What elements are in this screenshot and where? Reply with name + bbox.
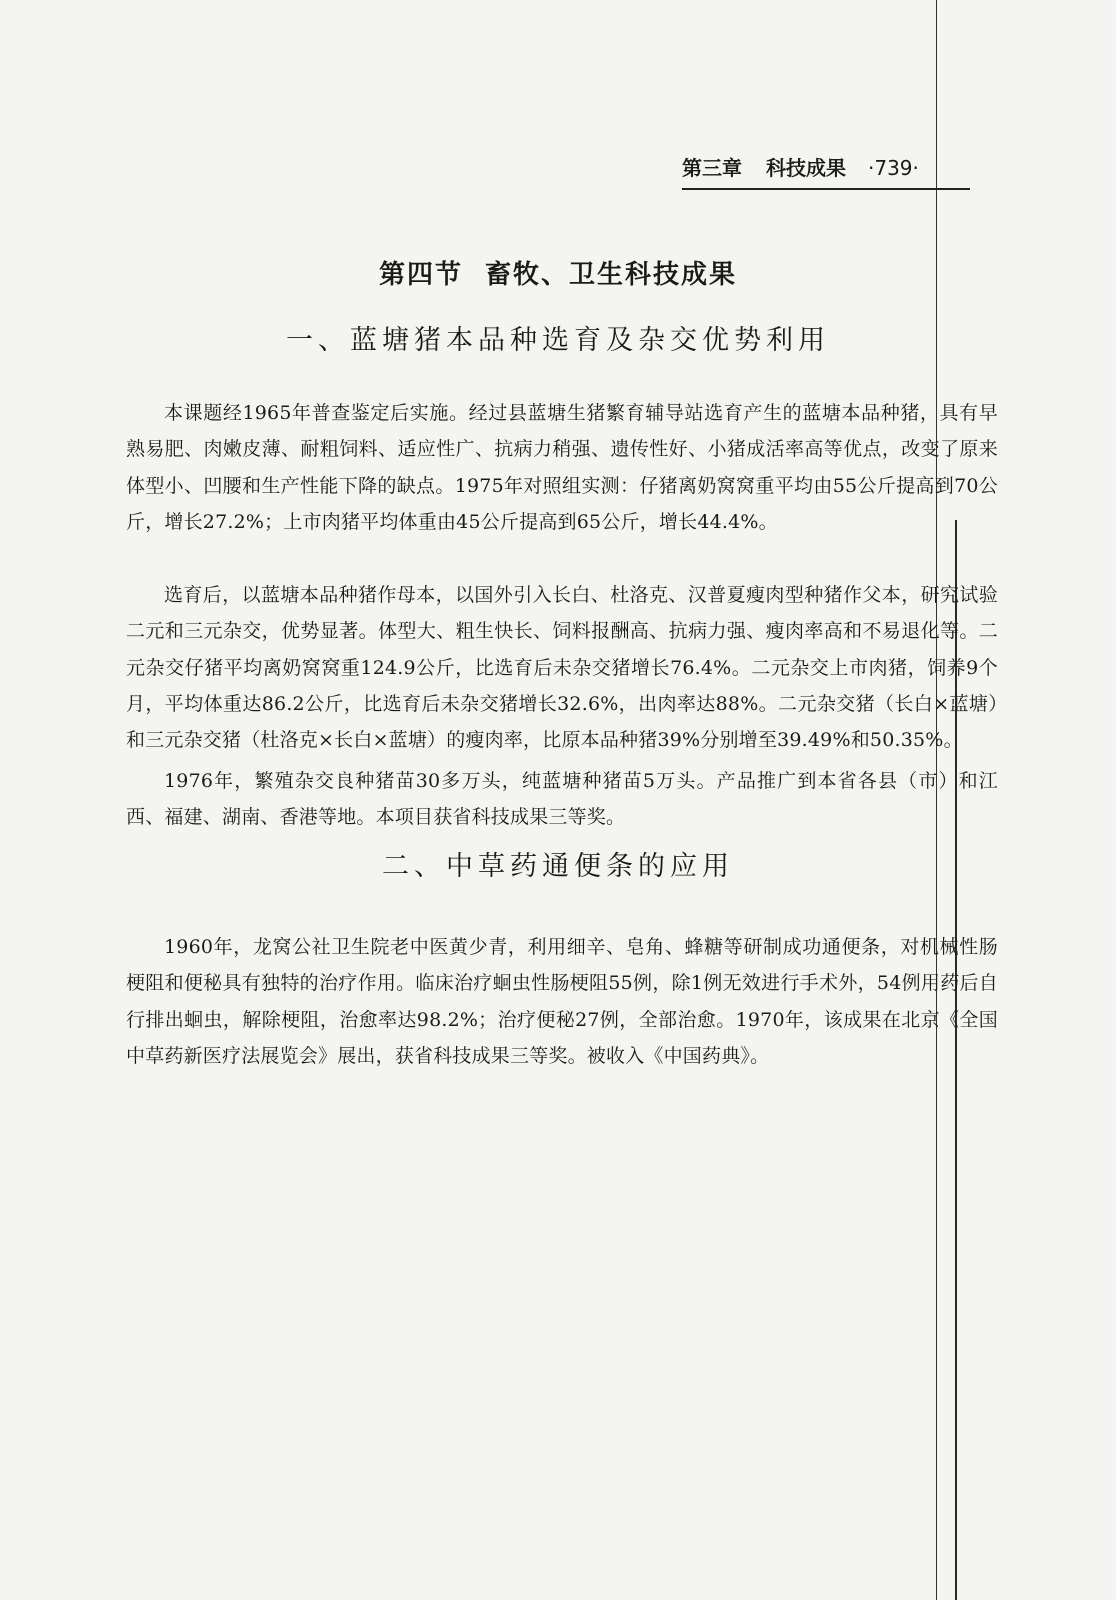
chapter-topic: 科技成果 <box>766 156 846 180</box>
chapter-label: 第三章 <box>682 156 742 180</box>
topic-heading-herbal-laxative: 二、中草药通便条的应用 <box>382 851 734 882</box>
running-header <box>682 152 970 188</box>
topic-heading-pig-breeding: 一、蓝塘猪本品种选育及杂交优势利用 <box>286 325 830 356</box>
paragraph-crossbreeding: 选育后，以蓝塘本品种猪作母本，以国外引入长白、杜洛克、汉普夏瘦肉型种猪作父本，研究试验二元和三元杂交，优势显著。体型大、粗生快长、饲料报酬高、抗病力强、瘦肉率高和不易退化等。二元杂交仔猪平均离奶窝窝重124.9公斤，比选育后未杂交猪增长76.4%。二元杂交上市肉猪，饲养9个月，平均体重达86.2公斤，比选育后未杂交猪增长32.6%，出肉率达88%。二元杂交猪（长白×蓝塘）和三元杂交猪（杜洛克×长白×蓝塘）的瘦肉率，比原本品种猪39%分别增至39.49%和50.35%。 <box>126 584 998 752</box>
paragraph-breeding-intro: 本课题经1965年普查鉴定后实施。经过县蓝塘生猪繁育辅导站选育产生的蓝塘本品种猪，具有早熟易肥、肉嫩皮薄、耐粗饲料、适应性广、抗病力稍强、遗传性好、小猪成活率高等优点，改变了原来体型小、凹腰和生产性能下降的缺点。1975年对照组实测：仔猪离奶窝窝重平均由55公斤提高到70公斤，增长27.2%；上市肉猪平均体重由45公斤提高到65公斤，增长44.4%。 <box>126 402 998 533</box>
page-number: ·739· <box>868 156 919 180</box>
paragraph-promotion: 1976年，繁殖杂交良种猪苗30多万头，纯蓝塘种猪苗5万头。产品推广到本省各县（市）和江西、福建、湖南、香港等地。本项目获省科技成果三等奖。 <box>126 770 998 829</box>
header-rule <box>682 188 970 190</box>
section-title-text: 畜牧、卫生科技成果 <box>485 260 738 290</box>
section-number: 第四节 <box>378 260 463 290</box>
paragraph-herbal-laxative: 1960年，龙窝公社卫生院老中医黄少青，利用细辛、皂角、蜂糖等研制成功通便条，对机械性肠梗阻和便秘具有独特的治疗作用。临床治疗蛔虫性肠梗阻55例，除1例无效进行手术外，54例用药后自行排出蛔虫，解除梗阻，治愈率达98.2%；治疗便秘27例，全部治愈。1970年，该成果在北京《全国中草药新医疗法展览会》展出，获省科技成果三等奖。被收入《中国药典》。 <box>126 936 998 1067</box>
section-title <box>0 254 1116 291</box>
